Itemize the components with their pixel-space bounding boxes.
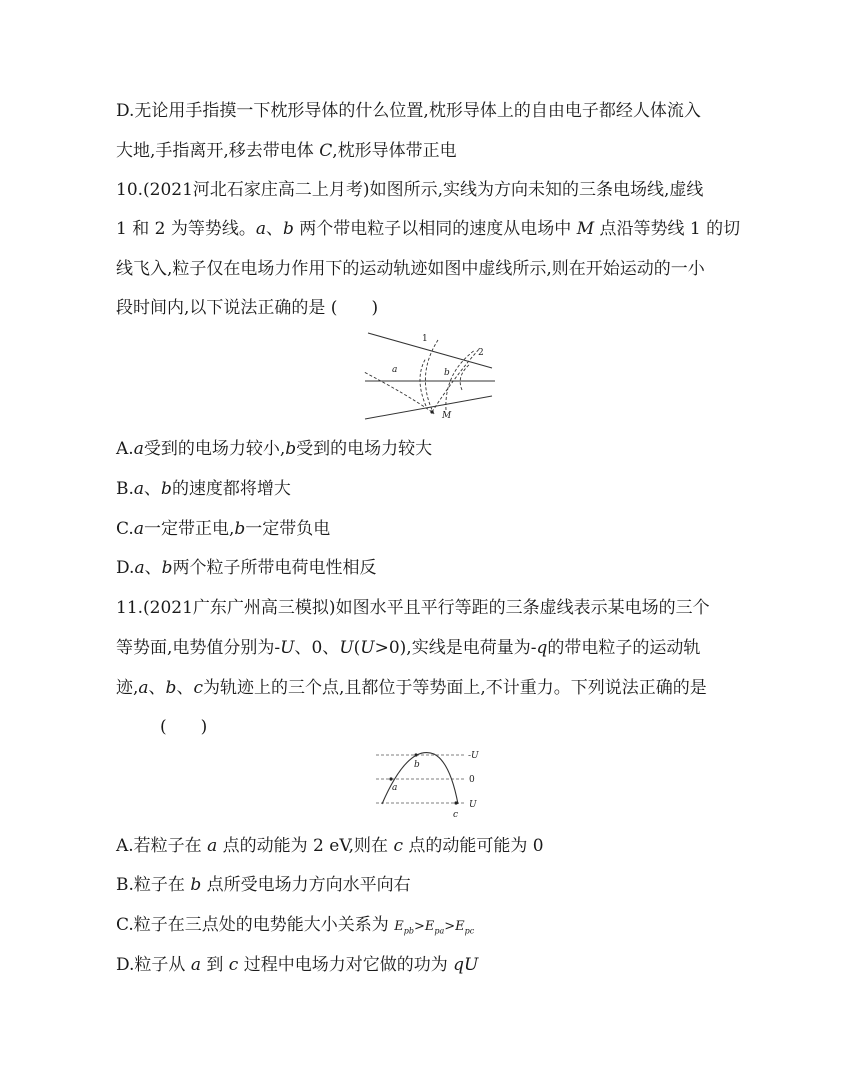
q10-stem-line3: 线飞入,粒子仅在电场力作用下的运动轨迹如图中虚线所示,则在开始运动的一小 bbox=[116, 259, 705, 279]
var-qu: qU bbox=[453, 955, 479, 975]
text: 的速度都将增大 bbox=[171, 479, 291, 499]
label-zero: 0 bbox=[469, 775, 475, 785]
sep: 、 bbox=[144, 479, 162, 499]
text: 点所受电场力方向水平向右 bbox=[201, 875, 411, 895]
q10-option-d bbox=[116, 556, 376, 580]
text: 点沿等势线 1 的切 bbox=[594, 219, 741, 239]
equipotential-1 bbox=[425, 340, 438, 414]
sep: 、 bbox=[176, 678, 194, 698]
var-a: a bbox=[138, 678, 149, 698]
label-2: 2 bbox=[478, 348, 484, 358]
ep-symbol: E bbox=[394, 919, 404, 934]
var-c: c bbox=[393, 836, 403, 856]
text: D.粒子从 bbox=[116, 955, 191, 975]
text: C.粒子在三点处的电势能大小关系为 bbox=[116, 915, 395, 935]
field-line-top bbox=[368, 333, 492, 368]
text: ( bbox=[353, 638, 361, 658]
text: 两个带电粒子以相同的速度从电场中 bbox=[293, 219, 577, 239]
var-b: b bbox=[282, 219, 294, 239]
point-c bbox=[454, 801, 457, 804]
text: A. bbox=[116, 439, 134, 459]
text: 到 bbox=[200, 955, 229, 975]
var-b: b bbox=[190, 875, 202, 895]
text: B. bbox=[116, 479, 134, 499]
text: 的带电粒子的运动轨 bbox=[547, 638, 701, 658]
q10-stem-line1: 10.(2021河北石家庄高二上月考)如图所示,实线为方向未知的三条电场线,虚线 bbox=[116, 180, 704, 200]
var-c: c bbox=[193, 678, 203, 698]
q9-option-d-line2 bbox=[116, 139, 457, 163]
var-a: a bbox=[190, 955, 201, 975]
var-u: U bbox=[280, 638, 295, 658]
q11-stem-line3 bbox=[116, 676, 707, 700]
var-b: b bbox=[285, 439, 297, 459]
q10-stem-line4: 段时间内,以下说法正确的是 ( ) bbox=[116, 298, 379, 318]
q11-option-a bbox=[116, 834, 544, 858]
text: 一定带负电 bbox=[245, 519, 331, 539]
text: 过程中电场力对它做的功为 bbox=[238, 955, 454, 975]
q9-option-d-line1: D.无论用手指摸一下枕形导体的什么位置,枕形导体上的自由电子都经人体流入 bbox=[116, 101, 701, 121]
ep-sub-pa: pa bbox=[434, 926, 445, 936]
var-a: a bbox=[255, 219, 266, 239]
label-b: b bbox=[444, 368, 450, 378]
var-a: a bbox=[207, 836, 218, 856]
var-b: b bbox=[165, 678, 177, 698]
trajectory-a bbox=[364, 372, 432, 412]
var-m: M bbox=[576, 219, 595, 239]
q11-stem-line1: 11.(2021广东广州高三模拟)如图水平且平行等距的三条虚线表示某电场的三个 bbox=[116, 598, 710, 618]
q11-equipotential-diagram bbox=[372, 746, 490, 820]
text: 两个粒子所带电荷电性相反 bbox=[172, 558, 377, 578]
text: 等势面,电势值分别为- bbox=[116, 638, 281, 658]
var-u: U bbox=[360, 638, 375, 658]
gt: > bbox=[444, 919, 456, 934]
text: 受到的电场力较小, bbox=[143, 439, 286, 459]
q11-stem-line2 bbox=[116, 636, 700, 660]
text: 受到的电场力较大 bbox=[296, 439, 433, 459]
sep: 、 bbox=[265, 219, 283, 239]
text: A.若粒子在 bbox=[116, 836, 208, 856]
ep-b bbox=[394, 919, 414, 934]
text: 大地,手指离开,移去带电体 bbox=[116, 141, 320, 161]
text: 点的动能可能为 0 bbox=[402, 836, 544, 856]
text: >0),实线是电荷量为- bbox=[374, 638, 537, 658]
ep-sub-pb: pb bbox=[403, 926, 414, 936]
label-1: 1 bbox=[422, 334, 428, 344]
q10-option-c bbox=[116, 517, 330, 541]
var-b: b bbox=[161, 558, 173, 578]
label-m: M bbox=[442, 411, 452, 421]
sep: 、 bbox=[144, 558, 162, 578]
text: ,枕形导体带正电 bbox=[332, 141, 457, 161]
particle-trajectory bbox=[382, 753, 458, 804]
point-a bbox=[389, 777, 392, 780]
q10-option-a bbox=[116, 437, 432, 461]
text: B.粒子在 bbox=[116, 875, 191, 895]
text: 迹, bbox=[116, 678, 139, 698]
ep-a bbox=[425, 919, 444, 934]
text: 1 和 2 为等势线。 bbox=[116, 219, 256, 239]
text: 为轨迹上的三个点,且都位于等势面上,不计重力。下列说法正确的是 bbox=[202, 678, 707, 698]
q11-figure bbox=[372, 746, 490, 820]
q11-option-b bbox=[116, 873, 411, 897]
aux-dash-1 bbox=[420, 358, 426, 406]
var-b: b bbox=[234, 519, 246, 539]
text: 点的动能为 2 eV,则在 bbox=[217, 836, 394, 856]
aux-dash-2 bbox=[460, 364, 470, 390]
gt: > bbox=[413, 919, 425, 934]
text: 一定带正电, bbox=[143, 519, 235, 539]
point-m bbox=[430, 410, 433, 413]
var-a: a bbox=[133, 519, 144, 539]
ep-symbol: E bbox=[455, 919, 465, 934]
q11-option-c bbox=[116, 913, 474, 944]
var-u: U bbox=[339, 638, 354, 658]
point-b bbox=[414, 753, 417, 756]
var-b: b bbox=[161, 479, 172, 499]
label-b: b bbox=[414, 760, 420, 770]
label-u: U bbox=[469, 800, 477, 810]
q10-figure bbox=[360, 328, 500, 426]
label-a: a bbox=[392, 783, 398, 793]
q11-stem-line4: ( ) bbox=[160, 717, 208, 737]
text: D. bbox=[116, 558, 135, 578]
var-q: q bbox=[536, 638, 548, 658]
var-c: C bbox=[319, 141, 333, 161]
label-neg-u: -U bbox=[468, 751, 479, 761]
ep-c bbox=[455, 919, 474, 934]
q10-stem-line2 bbox=[116, 217, 740, 241]
var-a: a bbox=[133, 479, 145, 499]
ep-symbol: E bbox=[424, 919, 435, 934]
q10-field-diagram bbox=[360, 328, 500, 426]
var-a: a bbox=[133, 439, 144, 459]
q10-option-b bbox=[116, 477, 291, 501]
text: C. bbox=[116, 519, 134, 539]
sep: 、 bbox=[148, 678, 166, 698]
label-c: c bbox=[453, 810, 459, 820]
var-a: a bbox=[134, 558, 145, 578]
q11-option-d bbox=[116, 953, 478, 977]
var-c: c bbox=[228, 955, 239, 975]
text: 、0、 bbox=[294, 638, 340, 658]
label-a: a bbox=[392, 365, 398, 375]
ep-sub-pc: pc bbox=[464, 926, 475, 936]
